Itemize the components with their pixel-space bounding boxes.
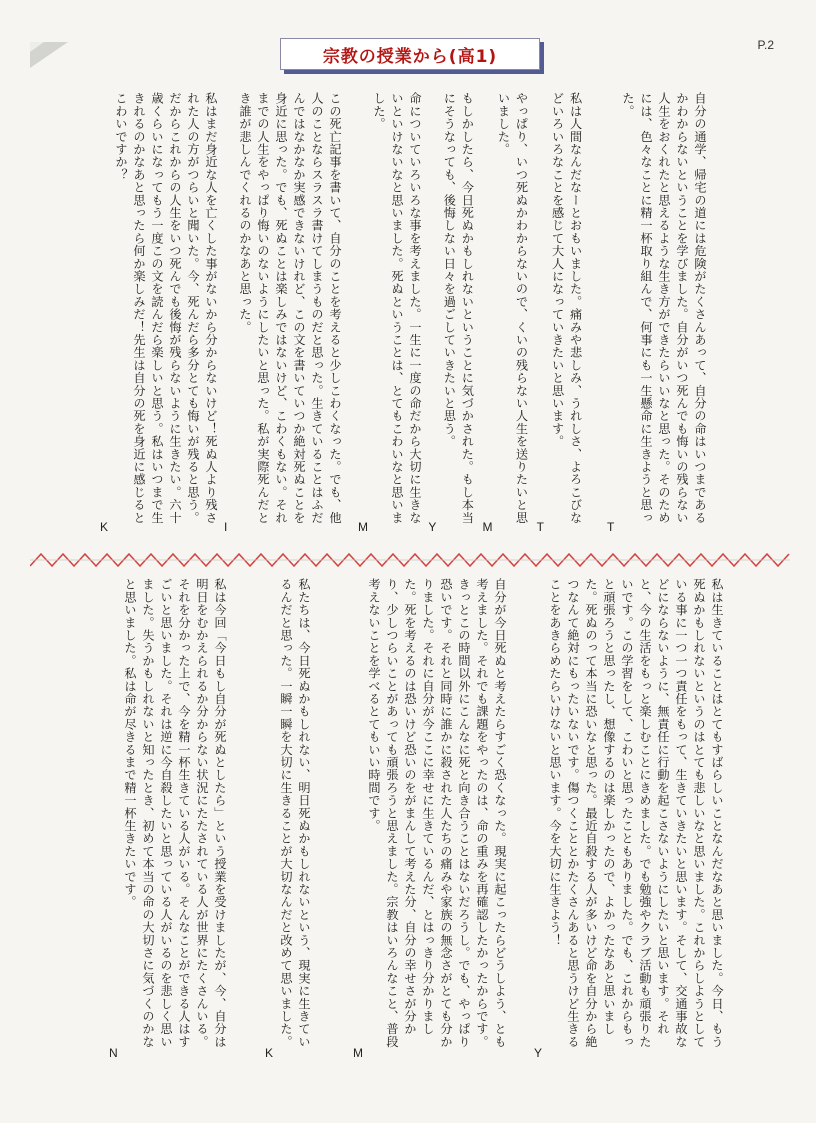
entry-text: 私は今回「今日もし自分が死ぬとしたら」という授業を受けましたが、今、自分は明日をむかえられるか分からない状況にたたされている人が世界にたくさんいる。それを分かった上で、今を精一杯生きている人がいる。そんなことができる人はすごいと思いました。それは逆に今自殺したいと思っている人がいるのを悲しく思いました。失うかもしれないと知ったとき、初めて本当の命の大切さに気づくのかなと思いました。私は命が尽きるまで精一杯生きたいです。 [123,578,227,1048]
entry-text: 私たちは、今日死ぬかもしれない、明日死ぬかもしれないという、現実に生きているんだと思った。一瞬一瞬を大切に生きることが大切なんだと改めて思いました。 [279,578,311,1048]
entry-initial: M [357,520,368,534]
zigzag-divider [30,550,790,570]
entry [357,92,424,534]
entry-initial: Y [534,1046,543,1060]
entry-text: 自分が今日死ぬと考えたらすごく恐くなった。現実に起こったらどうしよう、とも考えました。それでも課題をやったのは、命の重みを再確認したかったからです。きっとこの時間以外にこんなに死と向き合うことはないだろうし。でも、やっぱり恐いです。それと同時に誰かに殺された人たちの痛みや家族の無念さがとても分かりました。それに自分が今ここに幸せに生きているんだ、とはっきり分かりました。死を考えるのは恐いけど恐いのをがまんして考えた分、自分の幸せさが分かり、少しつらいことがあっても頑張ろうと思えました。宗教はいろんなこと、普段考えないことを学べるとてもいい時間です。 [367,578,507,1048]
entry-initial: K [100,520,109,534]
entry-initial: M [482,520,493,534]
entry-text: 自分の通学、帰宅の道には危険がたくさんあって、自分の命はいつまであるかわからないということを学びました。自分がいつ死んでも悔いの残らない人生をおくれたと思えるような生き方ができたらいいなと思った。そのためには、色々なことに精一杯取り組んで、何事にも一生懸命に生きようと思った。 [621,92,707,524]
entry-initial: M [353,1046,363,1060]
entry-initial: Y [428,520,437,534]
entry-text: 私は人間なんだなーとおもいました。痛みや悲しみ、うれしさ、よろこびなどいろいろなことを感じて大人になっていきたいと思います。 [550,92,583,524]
entry-text: 命についていろいろな事を考えました。一生に一度の命だから大切に生きないといけないなと思いました。死ぬということは、とてもこわいなと思いました。 [371,92,422,524]
entry-text: この死亡記事を書いて、自分のことを考えると少しこわくなった。でも、他人のことならスラスラ書けてしまうものだと思った。生きていることはふだんではなかなか実感できないけれど、この文を書いていつか絶対死ぬことを身近に思った。でも、死ぬことは楽しみではないけど、こわくもない。それまでの人生をやっぱり悔いのないようにしたいと思った。私が実際死んだとき誰が悲しんでくれるのかなあと思った。 [238,92,342,524]
title-box [280,38,540,70]
entry [534,578,746,1078]
page-number: P.2 [757,38,774,52]
entry-text: 私は生きていることはとてもすばらしいことなんだなあと思いました。今日、もう死ぬかもしれないというのはとても悲しいなと思いました。これからしようとしている事に一つ一つ責任をもって、生きていきたいと思います。そして、交通事故などにならないように、無責任に行動を起こさないようにしたいと思います。それと、今の生活をもっと楽しむことにきめました。でも勉強やクラブ活動も頑張りたいです。この学習をして、こわいと思ったこともありました。でも、これからもっと頑張ろうと思ったし、想像するのは楽しかったので、よかったなあと思いました。死ぬのって本当に恐いなと思った。最近自殺する人が多いけど命を自分から絶つなんて絶対にもったいないです。傷つくこととかたくさんあると思うけど生きることをあきらめたらいけないと思います。今を大切に生きよう！ [548,578,724,1048]
entry [428,92,478,534]
entry-initial: N [109,1046,118,1060]
entry [100,92,220,534]
entry [482,92,532,534]
entry [109,578,261,1078]
entry [536,92,603,534]
lower-entries [96,578,746,1078]
page-title: 宗教の授業から(高1) [322,46,498,67]
entry-initial: T [607,520,615,534]
entry-initial: T [536,520,544,534]
entry-text: もしかしたら、今日死ぬかもしれないということに気づかされた。もし本当にそうなっても、後悔しない日々を過ごしていきたいと思う。 [442,92,475,524]
entry [265,578,349,1078]
corner-fold-icon [30,40,70,70]
entry [224,92,354,534]
entry-text: 私はまだ身近な人を亡くした事がないから分からないけど！死ぬ人より残された人の方がつらいと聞いた。今、死んだら多分とても悔いが残ると思う。だからこれからの人生をいつ死んでも後悔が残らないように生きたい。六十歳くらいになってもう一度この文を読んだら楽しいと思う。私はいつまで生きれるのかなあと思ったら何か楽しみだ！先生は自分の死を身近に感じるとこわいですか？ [114,92,218,524]
entry-initial: I [224,520,228,534]
entry [607,92,746,534]
entry [353,578,530,1078]
entry-initial: K [265,1046,274,1060]
entry-text: やっぱり、いつ死ぬかわからないので、くいの残らない人生を送りたいと思いました。 [496,92,529,524]
upper-entries [96,92,746,532]
